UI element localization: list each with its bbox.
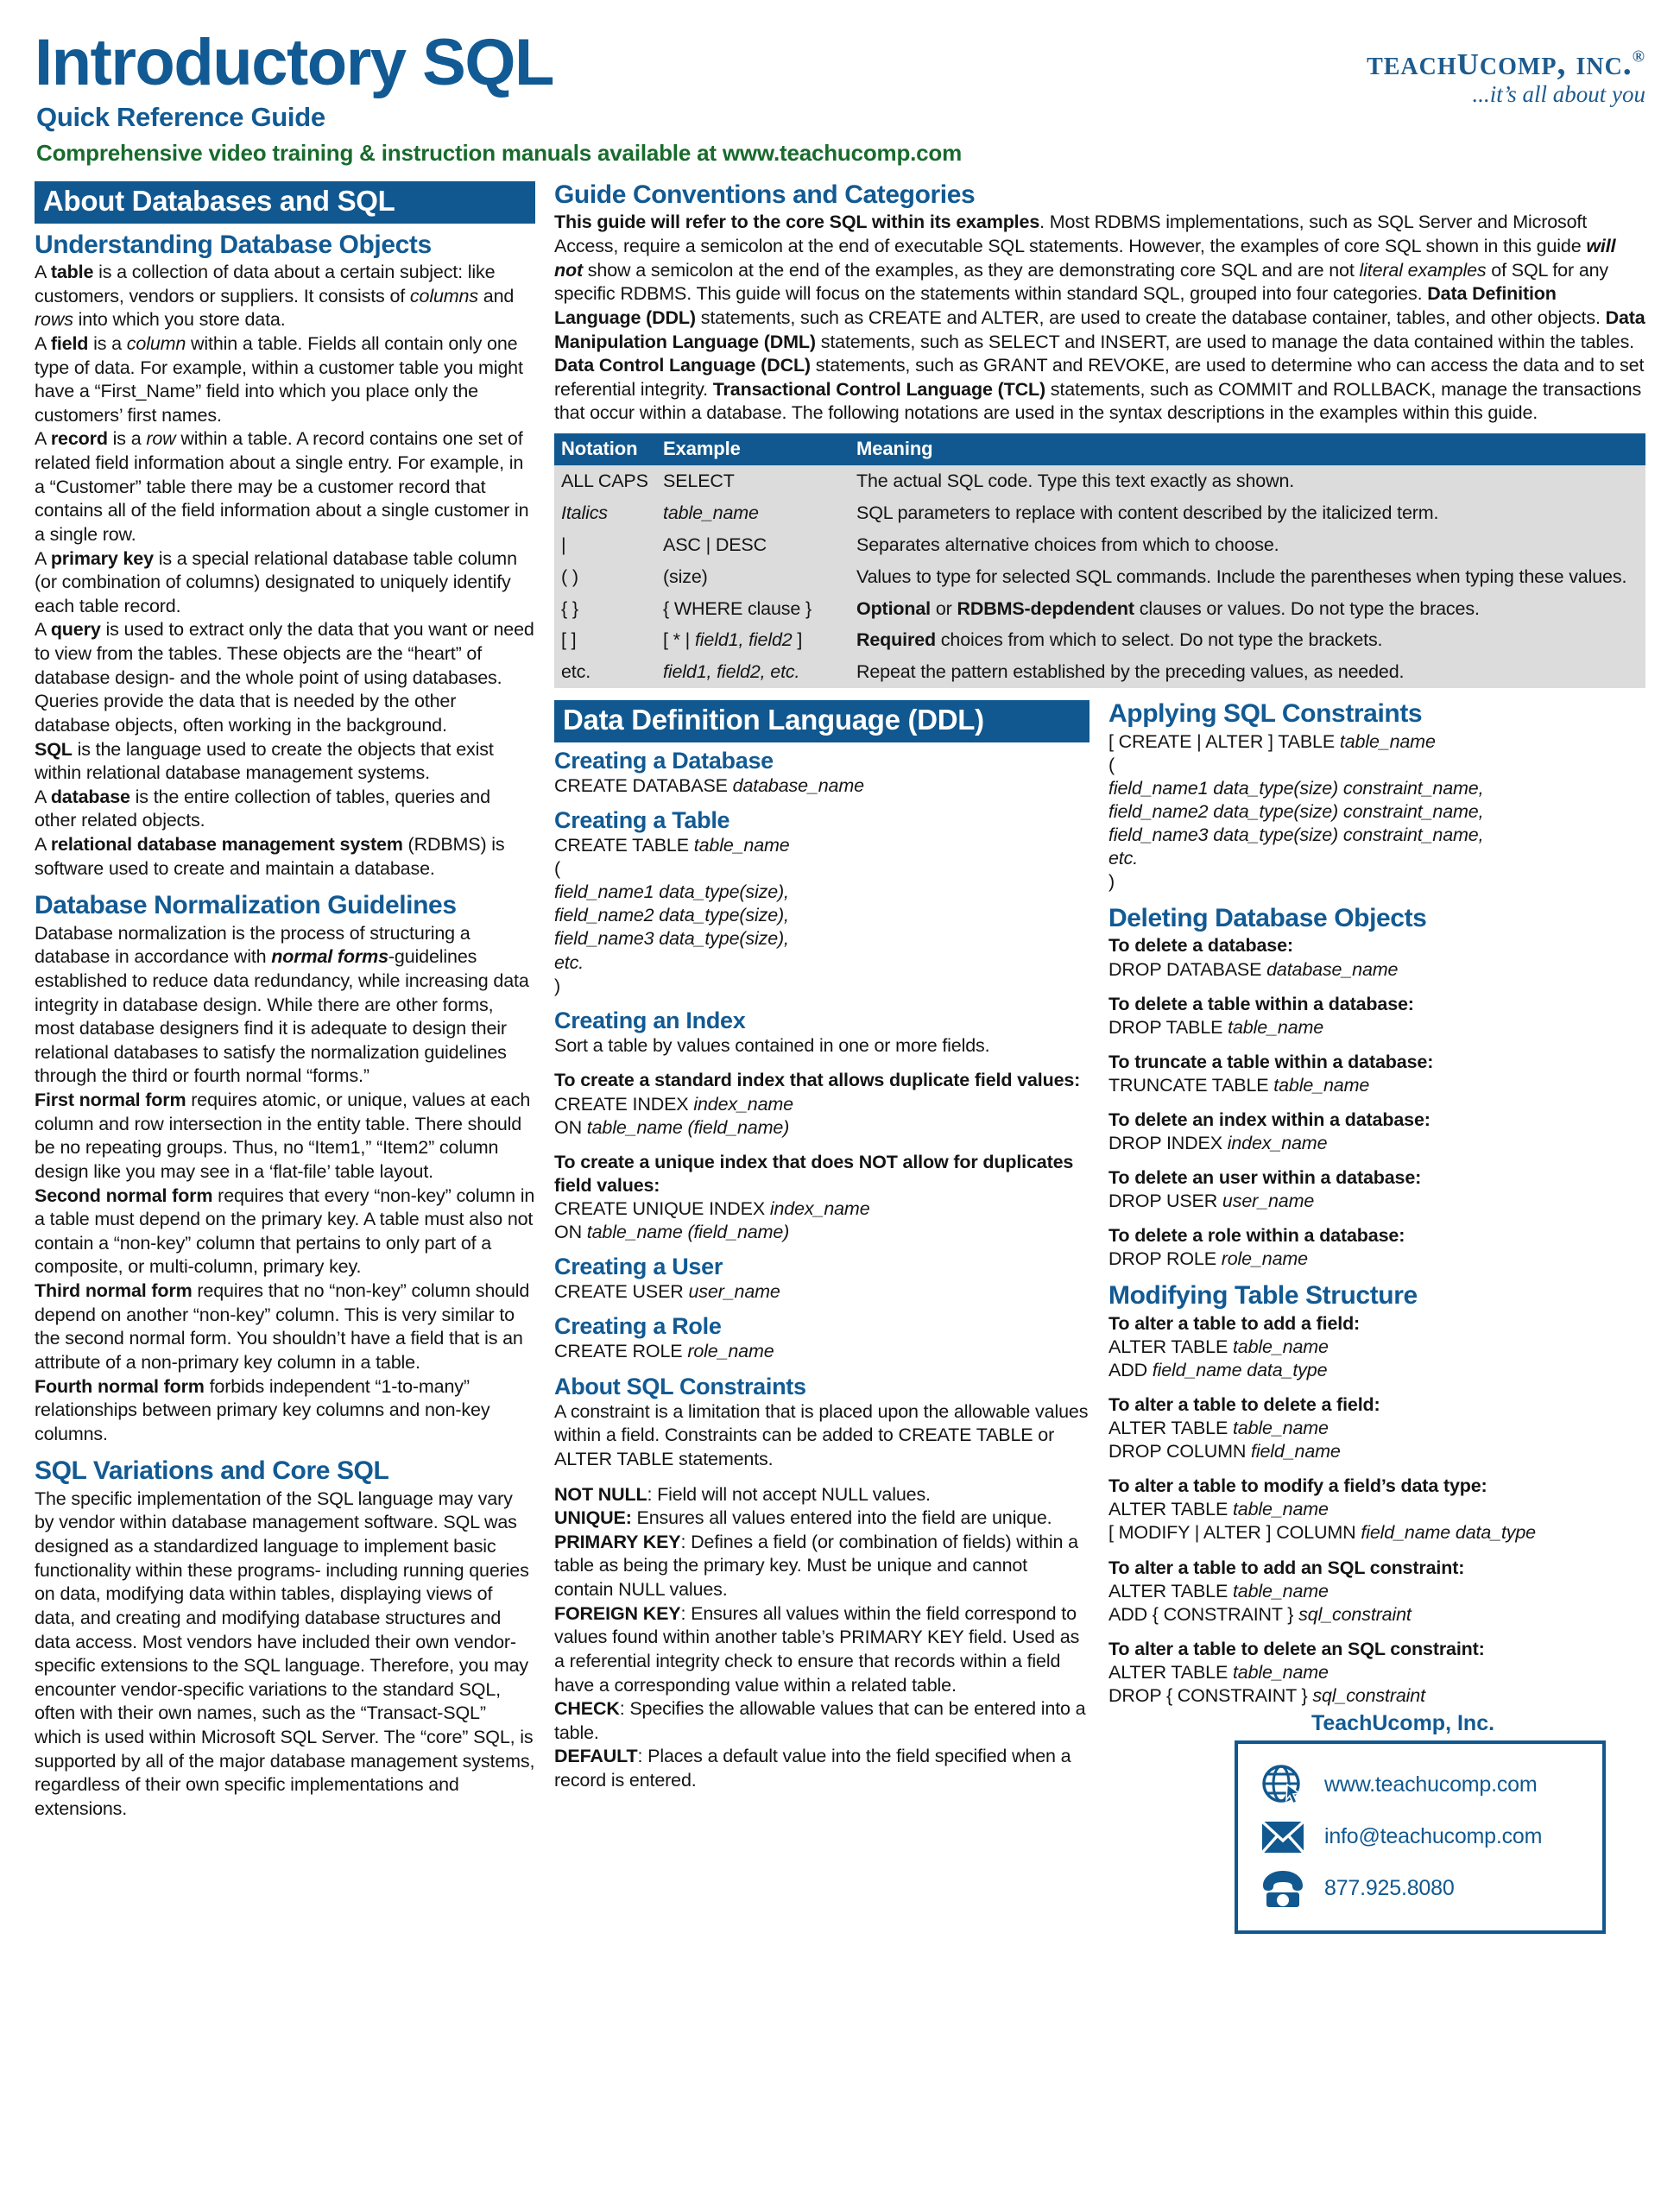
label-alter-delete-field: To alter a table to delete a field: [1108,1394,1380,1416]
column-header-example: Example [656,433,849,465]
constraint-list [554,1483,1089,1793]
paragraph-index-intro: Sort a table by values contained in one or more fields. [554,1034,990,1056]
contact-section [1108,1711,1645,1934]
heading-about-sql-constraints: About SQL Constraints [554,1373,806,1399]
heading-creating-a-database: Creating a Database [554,747,774,774]
cell-example: [ * | field1, field2 ] [663,629,803,651]
code-alter-add-field: ALTER TABLE table_name ADD field_name data_type [1108,1336,1329,1380]
code-drop-database: DROP DATABASE database_name [1108,958,1399,980]
block-delete-role [1108,1224,1645,1271]
paragraph-field: A field is a column within a table. Fields all contain only one type of data. For example, within a customer table you might have a “First_Name” field into which you place only the customers’ first names. [35,332,523,426]
block-alter-delete-constraint [1108,1638,1645,1708]
telephone-icon [1260,1867,1305,1911]
table-row [554,593,1645,625]
paragraph-table: A table is a collection of data about a certain subject: like customers, vendors or suppliers. It consists of columns and rows into which you store data. [35,262,515,331]
section-banner-ddl: Data Definition Language (DDL) [554,700,1089,742]
cell-meaning: Separates alternative choices from which to choose. [856,534,1279,555]
code-drop-index: DROP INDEX index_name [1108,1133,1328,1154]
code-drop-table: DROP TABLE table_name [1108,1016,1324,1038]
paragraph-query: A query is used to extract only the data that you want or need to view from the tables. These objects are the “heart” of database design- and the whole point of using databases. Queries provide the data that is needed by the other database objects, often working in the background. [35,619,534,736]
constraint-default: DEFAULT: Places a default value into the field specified when a record is entered. [554,1746,1071,1791]
block-delete-index [1108,1109,1645,1155]
website-text: www.teachucomp.com [1324,1772,1538,1797]
label-delete-database: To delete a database: [1108,935,1293,957]
logo-text-part1: teach [1367,43,1457,82]
constraint-check: CHECK: Specifies the allowable values that can be entered into a table. [554,1698,1086,1743]
paragraph-third-normal-form: Third normal form requires that no “non-key” column should depend on another “non-key” column. This is very similar to the second normal form. You shouldn’t have a field that is an attribute of a non-primary key column in a table. [35,1280,530,1373]
heading-creating-a-user: Creating a User [554,1254,723,1280]
cell-example: ASC | DESC [663,534,767,555]
constraint-not-null: NOT NULL: Field will not accept NULL values. [554,1483,931,1505]
code-applying-constraints: [ CREATE | ALTER ] TABLE table_name ( field_name1 data_type(size) constraint_name, field_name2 data_type(size) constraint_name, field_name3 data_type(size) constraint_name, etc. ) [1108,730,1484,892]
heading-applying-sql-constraints: Applying SQL Constraints [1108,699,1423,729]
block-delete-user [1108,1166,1645,1213]
globe-icon [1260,1763,1305,1808]
heading-deleting-database-objects: Deleting Database Objects [1108,904,1427,933]
heading-guide-conventions: Guide Conventions and Categories [554,180,976,209]
label-alter-modify-field: To alter a table to modify a field’s data type: [1108,1475,1487,1497]
paragraph-constraints-intro: A constraint is a limitation that is placed upon the allowable values within a field. Constraints can be added to CREATE TABLE or ALTER TABLE statements. [554,1400,1089,1469]
paragraph-second-normal-form: Second normal form requires that every “non-key” column in a table must depend on the primary key. A table must also not contain a “non-key” column that pertains to only part of a composite, or multi-column, primary key. [35,1184,535,1278]
cell-notation: | [561,534,566,555]
label-delete-table: To delete a table within a database: [1108,993,1414,1014]
label-delete-user: To delete an user within a database: [1108,1167,1422,1189]
code-alter-delete-constraint: ALTER TABLE table_name DROP { CONSTRAINT } sql_constraint [1108,1661,1425,1706]
paragraph-sql-variations: The specific implementation of the SQL language may vary by vendor within database management software. SQL was designed as a standardized language to implement basic functionality within these programs- including running queries on data, modifying data within tables, displaying views of data, and creating and modifying database structures and data access. Most vendors have included their own vendor-specific extensions to the SQL language. Therefore, you may encounter vendor-specific variations to the standard SQL, often with their own names, such as the “Transact-SQL” which is used within Microsoft SQL Server. The “core” SQL, is supported by all of the major database management systems, regardless of their own specific implementations and extensions. [35,1488,535,1819]
heading-creating-an-index: Creating an Index [554,1007,746,1033]
column-right [1108,700,1645,1934]
contact-row-phone[interactable] [1260,1867,1585,1911]
cell-meaning: Required choices from which to select. Do not type the brackets. [856,629,1383,651]
label-alter-add-constraint: To alter a table to add an SQL constraint: [1108,1557,1465,1578]
cell-example: table_name [663,502,759,523]
heading-understanding-database-objects: Understanding Database Objects [35,230,432,259]
code-create-database: CREATE DATABASE database_name [554,774,864,796]
page-title: Introductory SQL [35,26,553,99]
cell-meaning: The actual SQL code. Type this text exactly as shown. [856,471,1295,492]
paragraph-fourth-normal-form: Fourth normal form forbids independent “1-to-many” relationships between primary key columns and non-key columns. [35,1375,490,1444]
cell-meaning: Optional or RDBMS-depdendent clauses or values. Do not type the braces. [856,597,1480,619]
label-alter-add-field: To alter a table to add a field: [1108,1312,1361,1334]
code-truncate-table: TRUNCATE TABLE table_name [1108,1074,1370,1096]
label-alter-delete-constraint: To alter a table to delete an SQL constraint: [1108,1638,1485,1659]
label-standard-index: To create a standard index that allows duplicate field values: [554,1070,1081,1091]
block-unique-index [554,1151,1089,1244]
block-alter-modify-field [1108,1475,1645,1545]
paragraph-database: A database is the entire collection of tables, queries and other related objects. [35,786,490,831]
label-unique-index: To create a unique index that does NOT allow for duplicates field values: [554,1151,1074,1196]
contact-company-name: TeachUcomp, Inc. [1311,1710,1495,1735]
label-truncate-table: To truncate a table within a database: [1108,1051,1434,1072]
cell-notation: etc. [561,661,591,683]
cell-example: SELECT [663,471,735,492]
contact-row-email[interactable] [1260,1815,1585,1860]
code-alter-modify-field: ALTER TABLE table_name [ MODIFY | ALTER ] COLUMN field_name data_type [1108,1499,1536,1544]
contact-box [1235,1740,1606,1934]
paragraph-normalization-intro: Database normalization is the process of structuring a database in accordance with normal forms-guidelines established to reduce data redundancy, while increasing data integrity in database design. While there are other forms, most database designers find it is adequate to design their relational databases to satisfy the normalization guidelines through the third or fourth normal “forms.” [35,922,529,1087]
table-row [554,465,1645,497]
registered-trademark-icon: ® [1632,47,1645,66]
column-left [35,181,535,1822]
section-banner-about-databases: About Databases and SQL [35,181,535,224]
paragraph-first-normal-form: First normal form requires atomic, or unique, values at each column and row intersection in the entity table. There should be no repeating groups. Thus, no “Item1,” “Item2” column design like you may see in a ‘flat-file’ table layout. [35,1090,531,1182]
heading-sql-variations: SQL Variations and Core SQL [35,1456,389,1486]
block-alter-add-constraint [1108,1557,1645,1627]
paragraph-rdbms: A relational database management system (RDBMS) is software used to create and maintain a database. [35,834,505,879]
page-header [0,0,1680,181]
code-create-role: CREATE ROLE role_name [554,1341,774,1362]
cell-notation: [ ] [561,629,577,651]
heading-creating-a-role: Creating a Role [554,1313,722,1340]
heading-database-normalization: Database Normalization Guidelines [35,891,457,920]
label-delete-index: To delete an index within a database: [1108,1109,1431,1130]
bottom-row [554,700,1645,1934]
column-header-meaning: Meaning [849,433,1645,465]
code-create-index: CREATE INDEX index_name ON table_name (field_name) [554,1093,793,1138]
block-standard-index [554,1069,1089,1139]
cell-example: (size) [663,565,708,587]
table-row [554,529,1645,561]
logo-slogan: ...it’s all about you [1472,81,1645,107]
logo-text-u: u [1456,35,1480,84]
table-header-row [554,433,1645,465]
code-create-unique-index: CREATE UNIQUE INDEX index_name ON table_name (field_name) [554,1197,870,1242]
contact-row-website[interactable] [1260,1763,1585,1808]
column-ddl [554,700,1089,1793]
cell-meaning: Values to type for selected SQL commands. Include the parentheses when typing these values. [856,565,1627,587]
logo-text-part2: comp, inc. [1479,43,1633,82]
code-create-table: CREATE TABLE table_name ( field_name1 data_type(size), field_name2 data_type(size), field_name3 data_type(size), etc. ) [554,835,790,996]
phone-text: 877.925.8080 [1324,1876,1455,1901]
code-alter-add-constraint: ALTER TABLE table_name ADD { CONSTRAINT } sql_constraint [1108,1580,1412,1625]
code-create-user: CREATE USER user_name [554,1281,780,1303]
cell-meaning: Repeat the pattern established by the preceding values, as needed. [856,661,1405,683]
table-row [554,561,1645,593]
paragraph-sql: SQL is the language used to create the objects that exist within relational database management systems. [35,738,494,784]
page-tagline: Comprehensive video training & instruction manuals available at www.teachucomp.com [36,139,963,166]
block-delete-database [1108,934,1645,981]
code-drop-role: DROP ROLE role_name [1108,1248,1308,1270]
email-text: info@teachucomp.com [1324,1824,1543,1849]
page-subtitle: Quick Reference Guide [36,101,325,132]
cell-notation: ( ) [561,565,578,587]
paragraph-guide-conventions: This guide will refer to the core SQL within its examples. Most RDBMS implementations, such as SQL Server and Microsoft Access, require a semicolon at the end of executable SQL statements. However, the examples of core SQL shown in this guide will not show a semicolon at the end of the examples, as they are demonstrating core SQL and are not literal examples of SQL for any specific RDBMS. This guide will focus on the statements within standard SQL, grouped into four categories. Data Definition Language (DDL) statements, such as CREATE and ALTER, are used to create the database container, tables, and other objects. Data Manipulation Language (DML) statements, such as SELECT and INSERT, are used to manage the data contained within the tables. Data Control Language (DCL) statements, such as GRANT and REVOKE, are used to determine who can access the data and to set referential integrity. Transactional Control Language (TCL) statements, such as COMMIT and ROLLBACK, manage the transactions that occur within a database. The following notations are used in the syntax descriptions in the examples within this guide. [554,212,1645,424]
table-row [554,656,1645,688]
notation-table [554,433,1645,688]
logo-wordmark [1367,35,1645,85]
code-drop-user: DROP USER user_name [1108,1191,1315,1212]
cell-example: field1, field2, etc. [663,661,800,683]
table-row [554,624,1645,656]
column-guide-conventions [554,181,1645,1934]
cell-example: { WHERE clause } [663,597,812,619]
column-header-notation: Notation [554,433,656,465]
paragraph-primary-key: A primary key is a special relational database table column (or combination of columns) designated to uniquely identify each table record. [35,547,517,616]
cell-notation: ALL CAPS [561,471,648,492]
content-columns [0,181,1680,1934]
block-alter-delete-field [1108,1393,1645,1463]
label-delete-role: To delete a role within a database: [1108,1225,1405,1247]
envelope-icon [1260,1815,1305,1860]
heading-creating-a-table: Creating a Table [554,807,730,833]
cell-notation: Italics [561,502,608,523]
table-row [554,497,1645,529]
heading-modifying-table-structure: Modifying Table Structure [1108,1281,1418,1311]
block-truncate-table [1108,1051,1645,1097]
cell-meaning: SQL parameters to replace with content described by the italicized term. [856,502,1439,523]
paragraph-record: A record is a row within a table. A record contains one set of related field information about a single entry. For example, in a “Customer” table there may be a customer record that contains all of the field information about a single customer in a single row. [35,428,529,545]
constraint-unique: UNIQUE: Ensures all values entered into the field are unique. [554,1507,1052,1529]
code-alter-delete-field: ALTER TABLE table_name DROP COLUMN field_name [1108,1418,1341,1462]
company-logo [1367,35,1645,108]
constraint-primary-key: PRIMARY KEY: Defines a field (or combination of fields) within a table as being the primary key. Must be unique and cannot contain NULL values. [554,1531,1078,1601]
top-row [35,181,1645,1934]
block-alter-add-field [1108,1312,1645,1382]
cell-notation: { } [561,597,578,619]
block-delete-table [1108,993,1645,1039]
constraint-foreign-key: FOREIGN KEY: Ensures all values within the field correspond to values found within another table’s PRIMARY KEY field. Used as a referential integrity check to ensure that records within a field have a corresponding value within a related table. [554,1602,1080,1696]
